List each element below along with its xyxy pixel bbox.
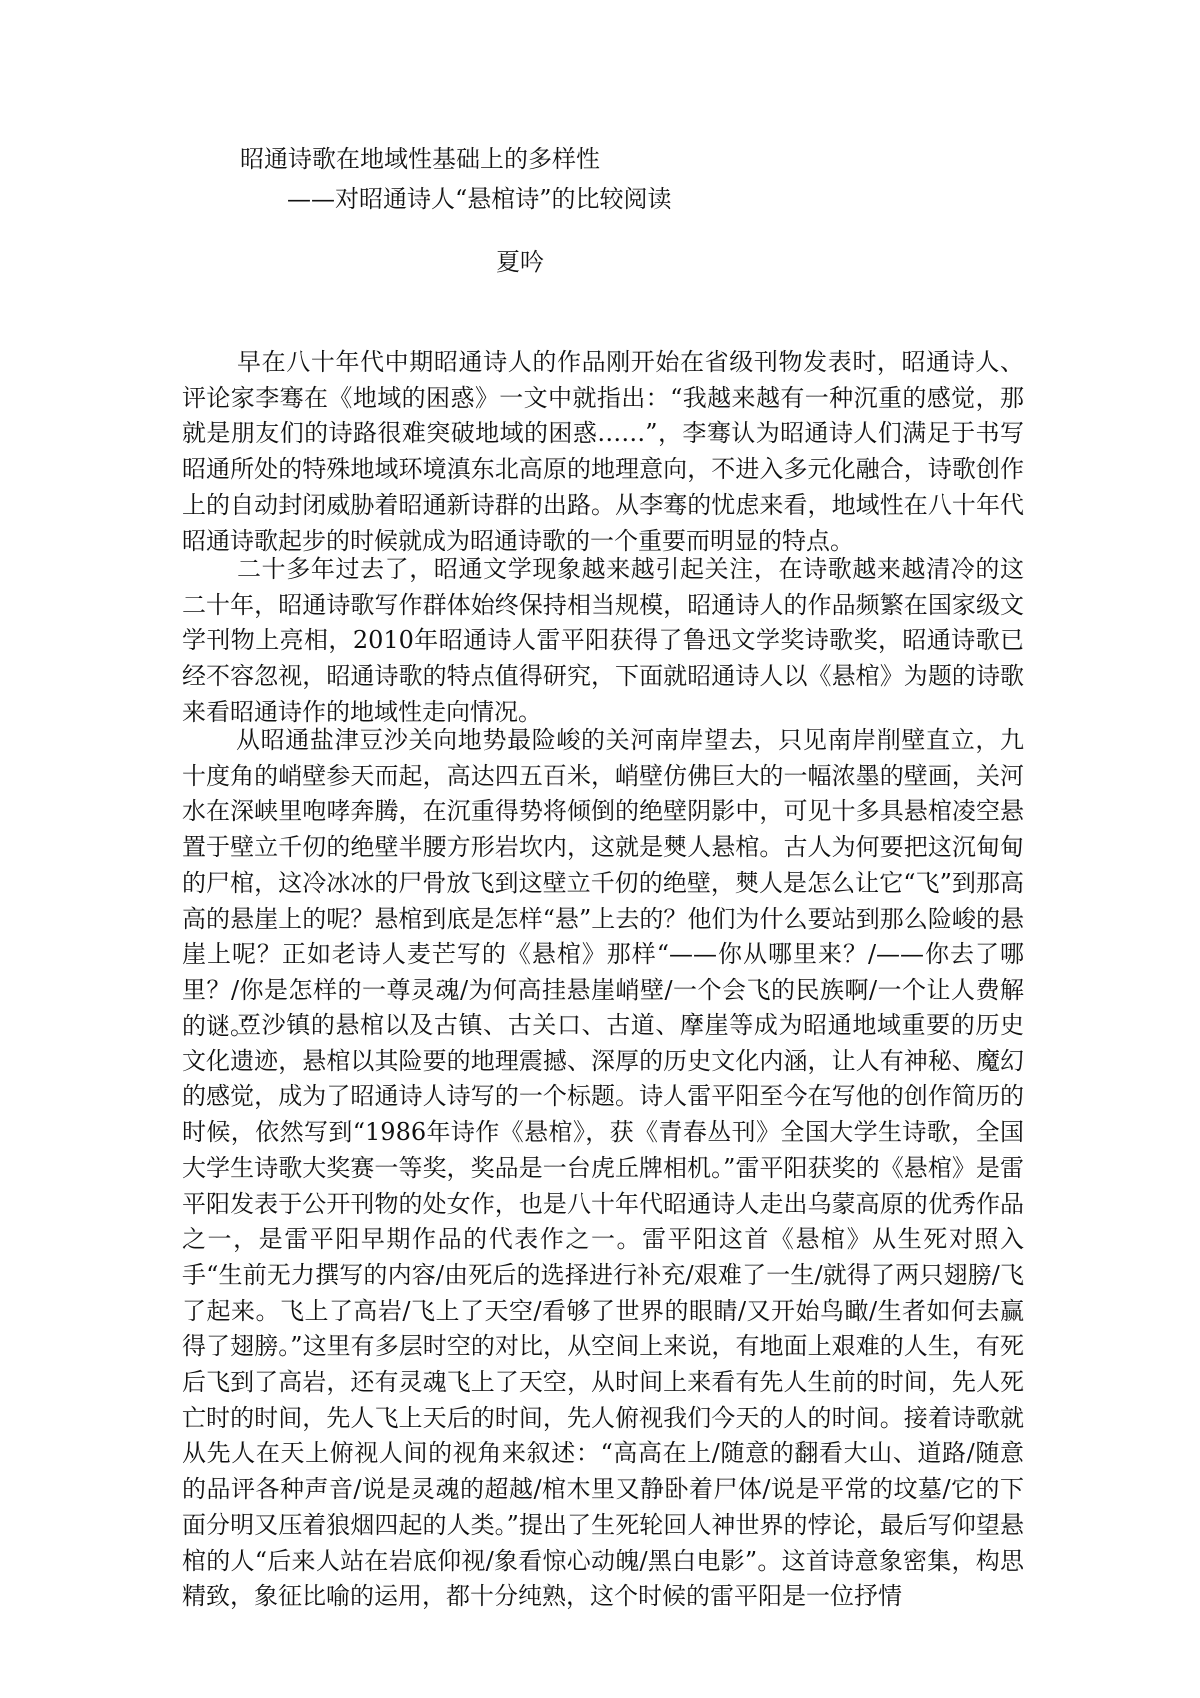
paragraph-4: 豆沙镇的悬棺以及古镇、古关口、古道、摩崖等成为昭通地域重要的历史文化遗迹，悬棺以其险要的地理震撼、深厚的历史文化内涵，让人有神秘、魔幻的感觉，成为了昭通诗人诗写的一个标题。诗人雷平阳至今在写他的创作简历的时候，依然写到“1986年诗作《悬棺》，获《青春丛刊》全国大学生诗歌，全国大学生诗歌大奖赛一等奖，奖品是一台虎丘牌相机。”雷平阳获奖的《悬棺》是雷平阳发表于公开刊物的处女作，也是八十年代昭通诗人走出乌蒙高原的优秀作品之一，是雷平阳早期作品的代表作之一。雷平阳这首《悬棺》从生死对照入手“生前无力撰写的内容/由死后的选择进行补充/艰难了一生/就得了两只翅膀/飞了起来。飞上了高岩/飞上了天空/看够了世界的眼睛/又开始鸟瞰/生者如何去赢得了翅膀。”这里有多层时空的对比，从空间上来说，有地面上艰难的人生，有死后飞到了高岩，还有灵魂飞上了天空，从时间上来看有先人生前的时间，先人死亡时的时间，先人飞上天后的时间，先人俯视我们今天的人的时间。接着诗歌就从先人在天上俯视人间的视角来叙述：“高高在上/随意的翻看大山、道路/随意的品评各种声音/说是灵魂的超越/棺木里又静卧着尸体/说是平常的坟墓/它的下面分明又压着狼烟四起的人类。”提出了生死轮回人神世界的悖论，最后写仰望悬棺的人“后来人站在岩底仰视/象看惊心动魄/黑白电影”。这首诗意象密集，构思精致，象征比喻的运用，都十分纯熟，这个时候的雷平阳是一位抒情 <box>182 1011 1024 1611</box>
document-title: 昭通诗歌在地域性基础上的多样性 <box>240 145 600 173</box>
document-subtitle: ——对昭通诗人“悬棺诗”的比较阅读 <box>287 185 672 213</box>
paragraph-2: 二十多年过去了，昭通文学现象越来越引起关注，在诗歌越来越清冷的这二十年，昭通诗歌写作群体始终保持相当规模，昭通诗人的作品频繁在国家级文学刊物上亮相，2010年昭通诗人雷平阳获得了鲁迅文学奖诗歌奖，昭通诗歌已经不容忽视，昭通诗歌的特点值得研究，下面就昭通诗人以《悬棺》为题的诗歌来看昭通诗作的地域性走向情况。 <box>182 555 1024 726</box>
paragraph-1: 早在八十年代中期昭通诗人的作品刚开始在省级刊物发表时，昭通诗人、评论家李骞在《地域的困惑》一文中就指出：“我越来越有一种沉重的感觉，那就是朋友们的诗路很难突破地域的困惑……”，李骞认为昭通诗人们满足于书写昭通所处的特殊地域环境滇东北高原的地理意向，不进入多元化融合，诗歌创作上的自动封闭威胁着昭通新诗群的出路。从李骞的忧虑来看，地域性在八十年代昭通诗歌起步的时候就成为昭通诗歌的一个重要而明显的特点。 <box>182 348 1024 555</box>
paragraph-3: 从昭通盐津豆沙关向地势最险峻的关河南岸望去，只见南岸削壁直立，九十度角的峭壁参天而起，高达四五百米，峭壁仿佛巨大的一幅浓墨的壁画，关河水在深峡里咆哮奔腾，在沉重得势将倾倒的绝壁阴影中，可见十多具悬棺凌空悬置于壁立千仞的绝壁半腰方形岩坎内，这就是僰人悬棺。古人为何要把这沉甸甸的尸棺，这冷冰冰的尸骨放飞到这壁立千仞的绝壁，僰人是怎么让它“飞”到那高高的悬崖上的呢？悬棺到底是怎样“悬”上去的？他们为什么要站到那么险峻的悬崖上呢？正如老诗人麦芒写的《悬棺》那样“——你从哪里来？/——你去了哪里？/你是怎样的一尊灵魂/为何高挂悬崖峭壁/一个会飞的民族啊/一个让人费解的谜。” <box>182 726 1024 1040</box>
author-name: 夏吟 <box>496 248 544 276</box>
